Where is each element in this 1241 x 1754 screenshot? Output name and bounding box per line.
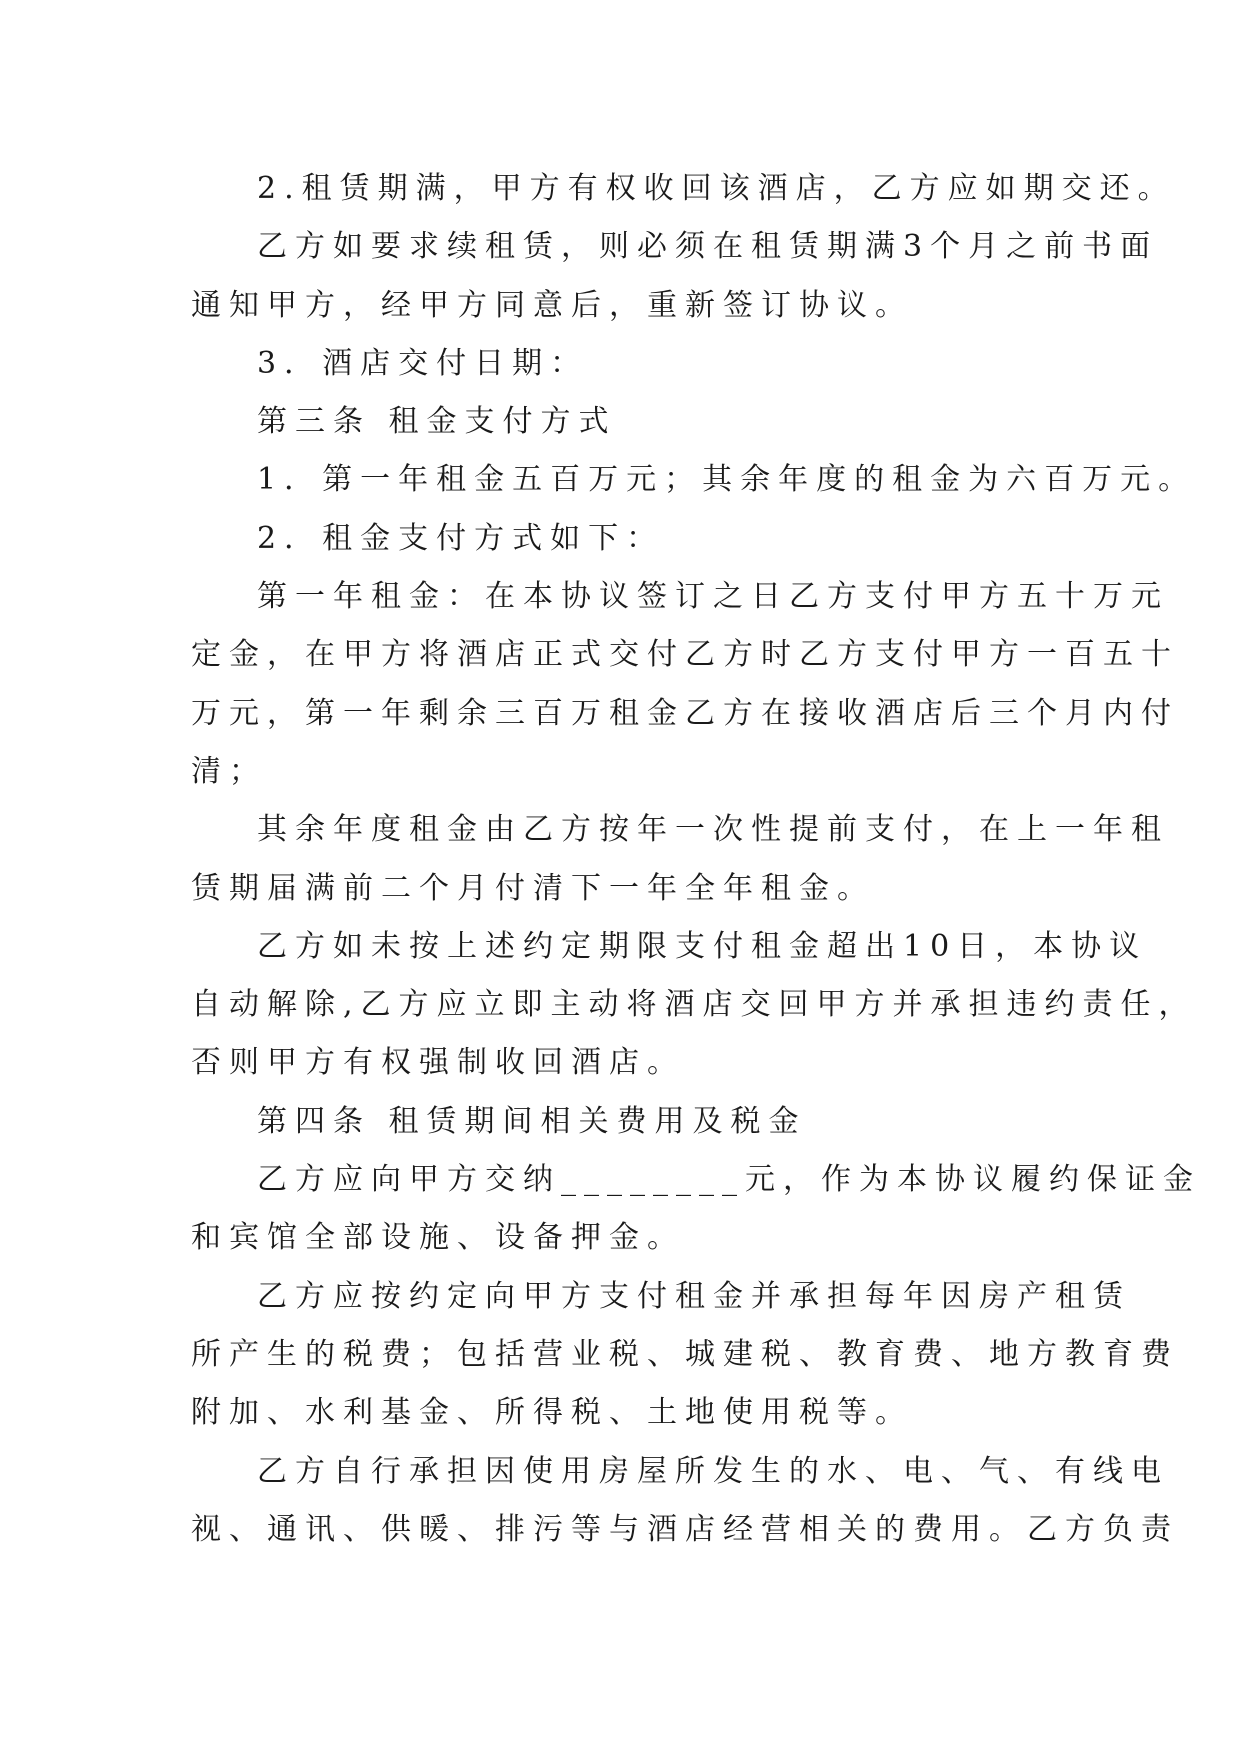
paragraph-line: 万元，第一年剩余三百万租金乙方在接收酒店后三个月内付 bbox=[191, 695, 1179, 731]
paragraph-line: 乙方如未按上述约定期限支付租金超出10日，本协议 bbox=[257, 928, 1148, 964]
paragraph-line: 1．第一年租金五百万元；其余年度的租金为六百万元。 bbox=[257, 462, 1197, 498]
paragraph-line: 定金，在甲方将酒店正式交付乙方时乙方支付甲方一百五十 bbox=[191, 637, 1179, 673]
paragraph-line: 乙方应向甲方交纳________元，作为本协议履约保证金 bbox=[257, 1162, 1201, 1198]
section-heading: 第四条 租赁期间相关费用及税金 bbox=[257, 1103, 807, 1139]
paragraph-line: 乙方自行承担因使用房屋所发生的水、电、气、有线电 bbox=[257, 1453, 1169, 1489]
paragraph-line: 2.租赁期满，甲方有权收回该酒店，乙方应如期交还。 bbox=[257, 171, 1176, 206]
paragraph-line: 乙方应按约定向甲方支付租金并承担每年因房产租赁 bbox=[257, 1278, 1131, 1314]
document-body bbox=[191, 160, 1201, 1559]
paragraph-line: 其余年度租金由乙方按年一次性提前支付，在上一年租 bbox=[257, 812, 1169, 848]
paragraph-line: 2．租金支付方式如下： bbox=[257, 520, 665, 556]
paragraph-line: 附加、水利基金、所得税、土地使用税等。 bbox=[191, 1395, 913, 1431]
paragraph-line: 自动解除,乙方应立即主动将酒店交回甲方并承担违约责任， bbox=[191, 987, 1197, 1023]
paragraph-line: 通知甲方，经甲方同意后，重新签订协议。 bbox=[191, 287, 913, 323]
paragraph-line: 乙方如要求续租赁，则必须在租赁期满3个月之前书面 bbox=[257, 229, 1159, 265]
paragraph-line: 和宾馆全部设施、设备押金。 bbox=[191, 1220, 685, 1256]
paragraph-line: 3．酒店交付日期： bbox=[257, 345, 589, 381]
paragraph-line: 否则甲方有权强制收回酒店。 bbox=[191, 1045, 685, 1081]
section-heading: 第三条 租金支付方式 bbox=[257, 404, 617, 440]
paragraph-line: 所产生的税费；包括营业税、城建税、教育费、地方教育费 bbox=[191, 1336, 1179, 1372]
paragraph-line: 清； bbox=[191, 753, 267, 789]
paragraph-line: 视、通讯、供暖、排污等与酒店经营相关的费用。乙方负责 bbox=[191, 1511, 1179, 1547]
paragraph-line: 赁期届满前二个月付清下一年全年租金。 bbox=[191, 870, 875, 906]
paragraph-line: 第一年租金：在本协议签订之日乙方支付甲方五十万元 bbox=[257, 579, 1169, 615]
